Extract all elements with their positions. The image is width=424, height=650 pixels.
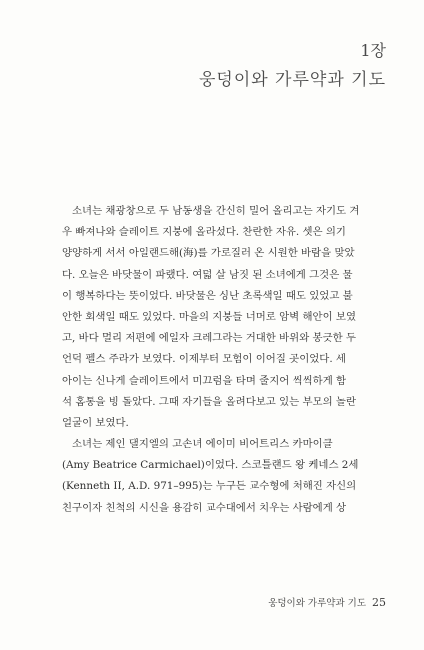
text-line: 석 홈통을 빙 돌았다. 그때 자기들을 올려다보고 있는 부모의 놀란 <box>62 395 356 408</box>
text-line: 아이는 신나게 슬레이트에서 미끄럼을 타며 줄지어 씩씩하게 함 <box>62 374 347 387</box>
text-line: 얼굴이 보였다. <box>62 416 129 429</box>
text-line: 양양하게 서서 아일랜드해(海)를 가로질러 온 시원한 바람을 맞았 <box>62 247 355 260</box>
text-line: 고, 바다 멀리 저편에 에일자 크레그라는 거대한 바위와 봉긋한 두 <box>62 332 356 345</box>
paragraph-1 <box>62 201 384 434</box>
running-title: 웅덩이와 가루약과 기도 <box>268 598 366 609</box>
text-line: 친구이자 친척의 시신을 용감히 교수대에서 치우는 사람에게 상 <box>62 501 347 514</box>
text-line: (Kenneth II, A.D. 971–995)는 누구든 교수형에 처해진 자신의 <box>62 480 357 493</box>
text-line: 소녀는 제인 댈지엘의 고손녀 에이미 비어트리스 카마이클 <box>72 438 333 451</box>
text-line: 우 빠져나와 슬레이트 지붕에 올라섰다. 찬란한 자유. 셋은 의기 <box>62 226 346 239</box>
text-line: 언덕 펠스 주라가 보였다. 이제부터 모험이 이어질 곳이었다. 세 <box>62 353 346 366</box>
chapter-heading <box>199 40 386 92</box>
text-line: 다. 오늘은 바닷물이 파랬다. 여덟 살 남짓 된 소녀에게 그것은 물 <box>62 268 353 281</box>
text-line: 안한 회색일 때도 있었다. 마을의 지붕들 너머로 암벽 해안이 보였 <box>62 310 356 323</box>
paragraph-2 <box>62 434 384 519</box>
chapter-title: 웅덩이와 가루약과 기도 <box>198 70 386 90</box>
text-line: (Amy Beatrice Carmichael)이었다. 스코틀랜드 왕 케네스 2세 <box>62 459 359 472</box>
text-line: 이 행복하다는 뜻이었다. 바닷물은 싱난 초록색일 때도 있었고 불 <box>62 289 353 302</box>
page-footer <box>268 596 386 611</box>
chapter-number: 1장 <box>360 41 386 60</box>
page-number: 25 <box>372 596 386 609</box>
text-line: 소녀는 채광창으로 두 남동생을 간신히 밀어 올리고는 자기도 겨 <box>72 205 360 217</box>
body-text <box>62 201 384 519</box>
